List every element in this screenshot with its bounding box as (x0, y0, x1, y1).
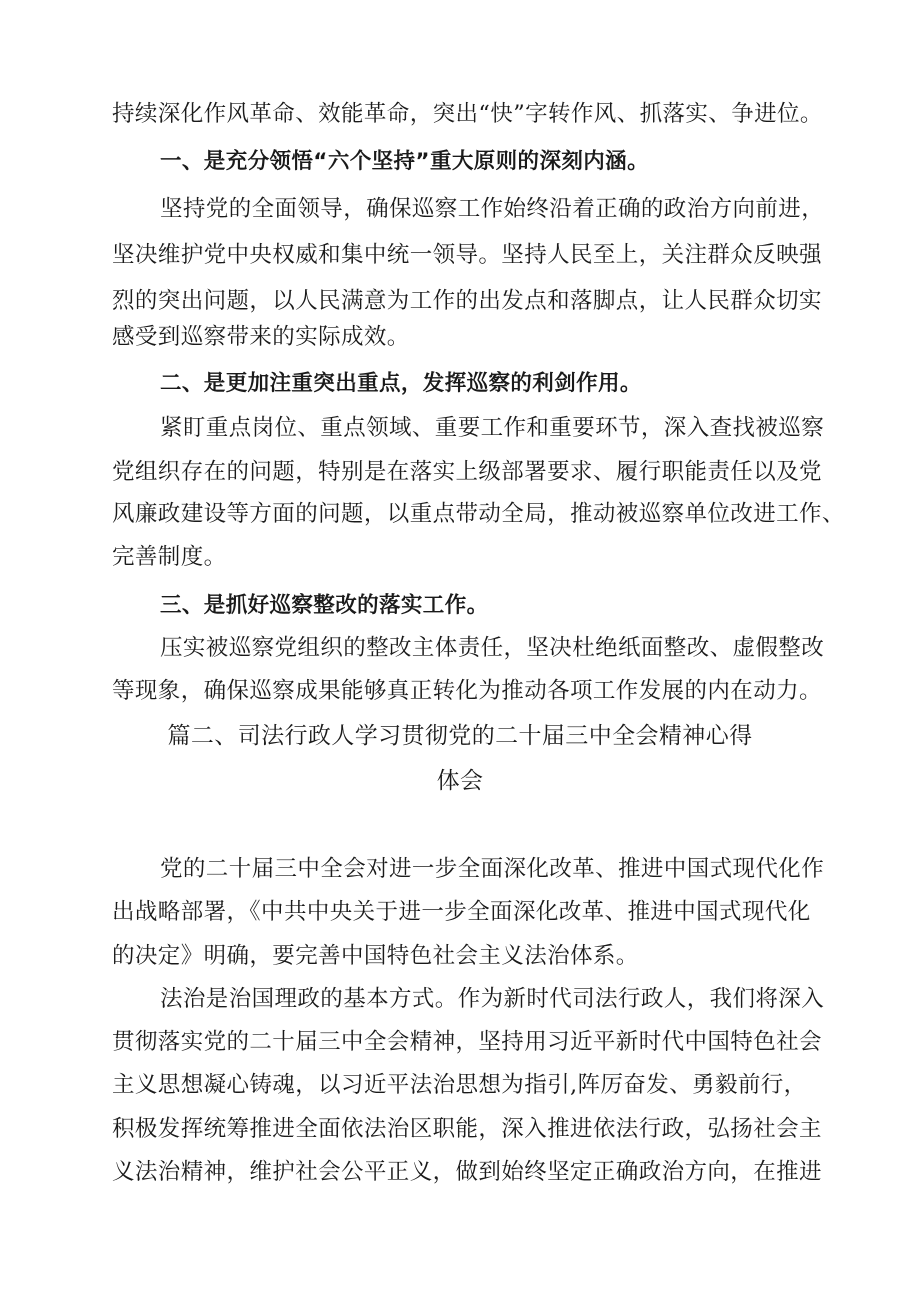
point1-line: 感受到巡察带来的实际成效。 (112, 324, 410, 350)
paragraph-line: 的决定》明确，要完善中国特色社会主义法治体系。 (112, 943, 639, 969)
paragraph-line: 主义思想凝心铸魂，以习近平法治思想为指引,阵厉奋发、勇毅前行， (112, 1072, 807, 1098)
point2-line: 紧盯重点岗位、重点领域、重要工作和重要环节，深入查找被巡察 (160, 415, 825, 441)
paragraph-line: 党的二十届三中全会对进一步全面深化改革、推进中国式现代化作 (160, 856, 825, 882)
paragraph-line: 积极发挥统筹推进全面依法治区职能，深入推进依法行政，弘扬社会主 (112, 1116, 822, 1142)
section-title-continued: 体会 (436, 768, 484, 794)
point3-heading: 三、是抓好巡察整改的落实工作。 (160, 593, 489, 618)
section-title: 篇二、司法行政人学习贯彻党的二十届三中全会精神心得 (167, 723, 753, 749)
point2-heading: 二、是更加注重突出重点，发挥巡察的利剑作用。 (160, 371, 642, 396)
paragraph-line: 贯彻落实党的二十届三中全会精神，坚持用习近平新时代中国特色社会 (112, 1029, 822, 1055)
paragraph-line: 法治是治国理政的基本方式。作为新时代司法行政人，我们将深入 (160, 986, 825, 1012)
point3-line: 等现象，确保巡察成果能够真正转化为推动各项工作发展的内在动力。 (112, 678, 822, 704)
point1-line: 坚决维护党中央权威和集中统一领导。坚持人民至上，关注群众反映强 (112, 242, 822, 268)
point1-line: 坚持党的全面领导，确保巡察工作始终沿着正确的政治方向前进， (160, 196, 825, 222)
point1-heading: 一、是充分领悟“六个坚持”重大原则的深刻内涵。 (160, 149, 649, 174)
point1-line: 烈的突出问题，以人民满意为工作的出发点和落脚点，让人民群众切实 (112, 288, 822, 314)
paragraph-line: 义法治精神，维护社会公平正义，做到始终坚定正确政治方向，在推进 (112, 1159, 822, 1185)
point3-line: 压实被巡察党组织的整改主体责任，坚决杜绝纸面整改、虚假整改 (160, 635, 825, 661)
paragraph-line: 出战略部署，《中共中央关于进一步全面深化改革、推进中国式现代化 (112, 899, 811, 925)
point2-line: 风廉政建设等方面的问题，以重点带动全局，推动被巡察单位改进工作、 (112, 501, 845, 527)
intro-line: 持续深化作风革命、效能革命，突出“快”字转作风、抓落实、争进位。 (112, 101, 823, 127)
point2-line: 完善制度。 (112, 544, 227, 570)
point2-line: 党组织存在的问题，特别是在落实上级部署要求、履行职能责任以及党 (112, 459, 822, 485)
